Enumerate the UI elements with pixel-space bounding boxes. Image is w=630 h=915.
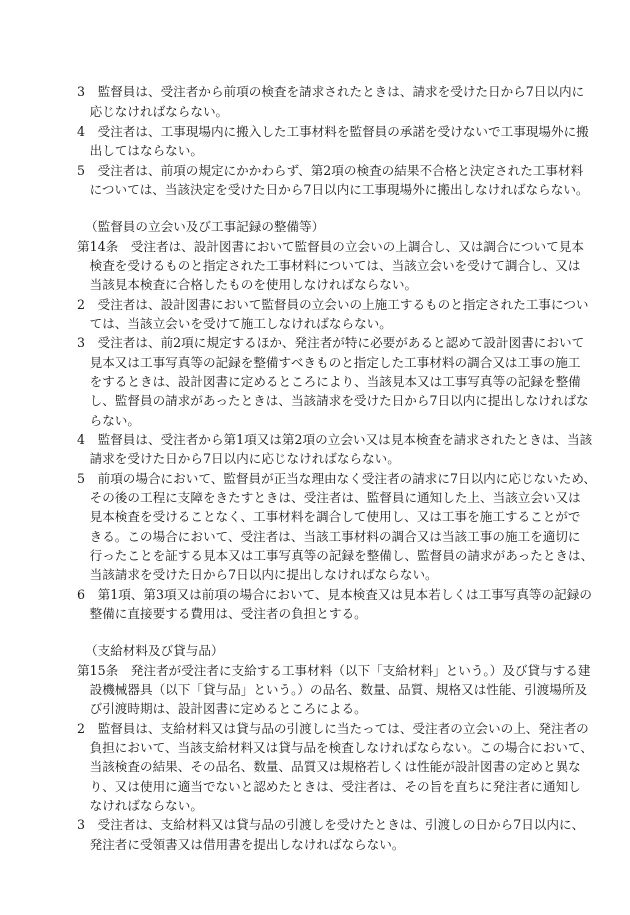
text-line: び引渡時期は、設計図書に定めるところによる。 xyxy=(77,701,367,716)
text-line: なければならない。 xyxy=(77,798,203,813)
text-line: 5 受注者は、前項の規定にかかわらず、第2項の検査の結果不合格と決定された工事材料 xyxy=(77,163,584,178)
section-heading: （監督員の立会い及び工事記録の整備等） xyxy=(85,219,325,234)
text-line: 2 受注者は、設計図書において監督員の立会いの上施工するものと指定された工事につい xyxy=(77,297,589,312)
text-line: 当該検査の結果、その品名、数量、品質又は規格若しくは性能が設計図書の定めと異な xyxy=(77,759,581,774)
text-line: 2 監督員は、支給材料又は貸与品の引渡しに当たっては、受注者の立会いの上、発注者の xyxy=(77,721,589,736)
text-line: り、又は使用に適当でないと認めたときは、受注者は、その旨を直ちに発注者に通知し xyxy=(77,779,581,794)
text-line: 3 受注者は、前2項に規定するほか、発注者が特に必要があると認めて設計図書において xyxy=(77,335,585,350)
text-line: し、監督員の請求があったときは、当該請求を受けた日から7日以内に提出しなければな xyxy=(77,393,589,408)
text-line: をするときは、設計図書に定めるところにより、当該見本又は工事写真等の記録を整備 xyxy=(77,374,581,389)
text-line: 負担において、当該支給材料又は貸与品を検査しなければならない。この場合において、 xyxy=(77,740,593,755)
text-line: 見本検査を受けることなく、工事材料を調合して使用し、又は工事を施工することがで xyxy=(77,509,581,524)
text-line: 3 受注者は、支給材料又は貸与品の引渡しを受けたときは、引渡しの日から7日以内に、 xyxy=(77,817,585,832)
text-line: その後の工程に支障をきたすときは、受注者は、監督員に通知した上、当該立会い又は xyxy=(77,490,581,505)
text-line: 発注者に受領書又は借用書を提出しなければならない。 xyxy=(77,837,405,852)
text-line: 請求を受けた日から7日以内に応じなければならない。 xyxy=(77,451,400,466)
text-line: 応じなければならない。 xyxy=(77,104,229,119)
text-line: 6 第1項、第3項又は前項の場合において、見本検査又は見本若しくは工事写真等の記録の xyxy=(77,587,592,602)
text-line: 第15条 発注者が受注者に支給する工事材料（以下「支給材料」という。）及び貸与する建 xyxy=(77,663,591,678)
text-line: 設機械器具（以下「貸与品」という。）の品名、数量、品質、規格又は性能、引渡場所及 xyxy=(77,682,588,697)
text-line: 当該見本検査に合格したものを使用しなければならない。 xyxy=(77,277,418,292)
text-line: らない。 xyxy=(77,413,140,428)
text-line: ては、当該立会いを受けて施工しなければならない。 xyxy=(77,316,392,331)
text-line: 5 前項の場合において、監督員が正当な理由なく受注者の請求に7日以内に応じないため、 xyxy=(77,471,597,486)
text-line: 当該請求を受けた日から7日以内に提出しなければならない。 xyxy=(77,567,438,582)
text-line: 3 監督員は、受注者から前項の検査を請求されたときは、請求を受けた日から7日以内に xyxy=(77,84,585,99)
section-heading: （支給材料及び貸与品） xyxy=(85,643,224,658)
text-line: 4 受注者は、工事現場内に搬入した工事材料を監督員の承諾を受けないで工事現場外に搬 xyxy=(77,124,589,139)
text-line: 4 監督員は、受注者から第1項又は第2項の立会い又は見本検査を請求されたときは、当該 xyxy=(77,432,593,447)
text-line: きる。この場合において、受注者は、当該工事材料の調合又は当該工事の施工を適切に xyxy=(77,529,581,544)
text-line: 行ったことを証する見本又は工事写真等の記録を整備し、監督員の請求があったときは、 xyxy=(77,548,594,563)
text-line: 第14条 受注者は、設計図書において監督員の立会いの上調合し、又は調合について見本 xyxy=(77,239,584,254)
text-line: 見本又は工事写真等の記録を整備すべきものと指定した工事材料の調合又は工事の施工 xyxy=(77,355,581,370)
text-line: 検査を受けるものと指定された工事材料については、当該立会いを受けて調合し、又は xyxy=(77,258,581,273)
text-line: については、当該決定を受けた日から7日以内に工事現場外に搬出しなければならない。 xyxy=(77,182,589,197)
text-line: 整備に直接要する費用は、受注者の負担とする。 xyxy=(77,606,367,621)
text-line: 出してはならない。 xyxy=(77,143,203,158)
